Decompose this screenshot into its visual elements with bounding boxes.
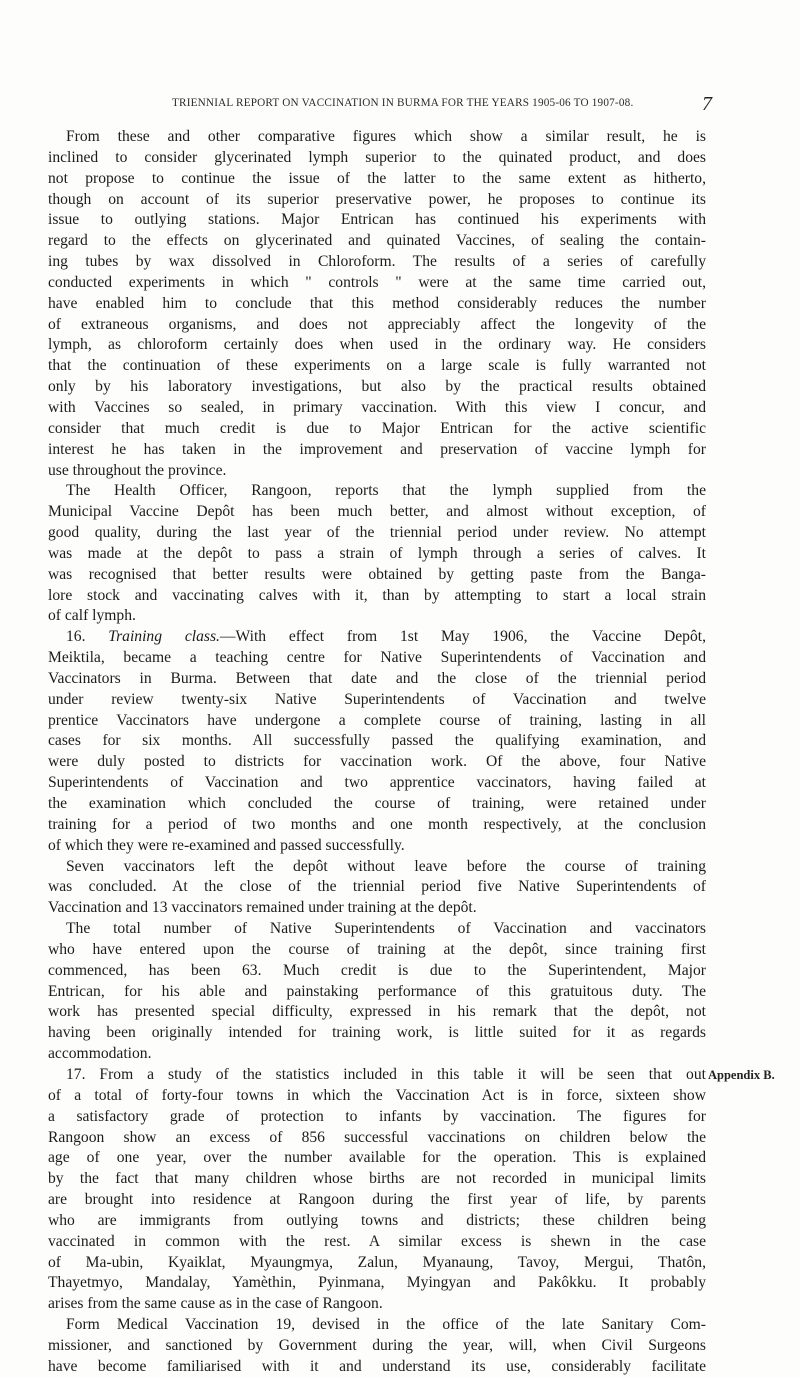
text-line: was concluded. At the close of the triennial period five Native Superintendents of: [48, 878, 706, 896]
text-line: regard to the effects on glycerinated and quinated Vaccines, of sealing the contain-: [48, 232, 706, 250]
report-title: TRIENNIAL REPORT ON VACCINATION IN BURMA FOR THE YEARS 1905-06 TO 1907-08.: [172, 97, 634, 109]
text-line: arises from the same cause as in the case of Rangoon.: [48, 1295, 383, 1313]
text-line: Vaccination and 13 vaccinators remained under training at the depôt.: [48, 899, 477, 917]
text-line: consider that much credit is due to Major Entrican for the active scientific: [48, 419, 706, 437]
appendix-margin-note: Appendix B.: [708, 1068, 775, 1083]
text-line: who are immigrants from outlying towns and districts; these children being: [48, 1211, 706, 1229]
text-line: lymph, as chloroform certainly does when used in the ordinary way. He considers: [48, 336, 706, 354]
text-line: prentice Vaccinators have undergone a complete course of training, lasting in all: [48, 711, 706, 729]
text-line: From these and other comparative figures which show a similar result, he is: [66, 128, 706, 145]
text-line: ing tubes by wax dissolved in Chloroform. The results of a series of carefully: [48, 253, 706, 271]
text-line: only by his laboratory investigations, but also by the practical results obtained: [48, 378, 706, 396]
text-line: good quality, during the last year of the triennial period under review. No attempt: [48, 524, 706, 542]
text-line: The total number of Native Superintendents of Vaccination and vaccinators: [66, 920, 706, 938]
text-line: was made at the depôt to pass a strain of lymph through a series of calves. It: [48, 544, 706, 562]
text-line: of Ma-ubin, Kyaiklat, Myaungmya, Zalun, Myanaung, Tavoy, Mergui, Thatôn,: [48, 1253, 706, 1271]
text-line: training for a period of two months and one month respectively, at the conclusion: [48, 815, 706, 833]
text-line: not propose to continue the issue of the latter to the same extent as hitherto,: [48, 169, 706, 187]
text-line: missioner, and sanctioned by Government during the year, will, when Civil Surgeons: [48, 1336, 706, 1354]
text-line: accommodation.: [48, 1045, 152, 1063]
text-line: were duly posted to districts for vaccination work. Of the above, four Native: [48, 753, 706, 771]
text-line: conducted experiments in which " controls " were at the same time carried out,: [48, 273, 706, 291]
text-line: lore stock and vaccinating calves with it, than by attempting to start a local strain: [48, 586, 706, 604]
text-line: under review twenty-six Native Superintendents of Vaccination and twelve: [48, 690, 706, 708]
running-header: [0, 93, 800, 119]
text-line: of calf lymph.: [48, 607, 136, 625]
text-line: have enabled him to conclude that this method considerably reduces the number: [48, 294, 706, 312]
section-heading: Training class.: [108, 628, 220, 646]
text-line: 17. From a study of the statistics included in this table it will be seen that out: [66, 1065, 706, 1083]
text-line: Municipal Vaccine Depôt has been much better, and almost without exception, of: [48, 503, 706, 521]
text-line: though on account of its superior preservative power, he proposes to continue its: [48, 190, 706, 208]
text-line: was recognised that better results were obtained by getting paste from the Banga-: [48, 565, 706, 583]
text-line: commenced, has been 63. Much credit is due to the Superintendent, Major: [48, 961, 706, 979]
text-line: Vaccinators in Burma. Between that date and the close of the triennial period: [48, 669, 706, 687]
section-text: —With effect from 1st May 1906, the Vaccine Depôt,: [219, 628, 706, 646]
text-line: cases for six months. All successfully passed the qualifying examination, and: [48, 732, 706, 750]
text-line: Entrican, for his able and painstaking performance of this gratuitous duty. The: [48, 982, 706, 1000]
text-line: have become familiarised with it and understand its use, considerably facilitate: [48, 1357, 706, 1375]
text-line: Meiktila, became a teaching centre for Native Superintendents of Vaccination and: [48, 649, 706, 667]
text-line: inclined to consider glycerinated lymph superior to the quinated product, and does: [48, 148, 706, 166]
text-line: Thayetmyo, Mandalay, Yamèthin, Pyinmana, Myingyan and Pakôkku. It probably: [48, 1274, 706, 1292]
text-line: [48, 627, 706, 648]
text-line: that the continuation of these experiments on a large scale is fully warranted not: [48, 357, 706, 375]
page-number: 7: [702, 93, 712, 115]
text-line: Superintendents of Vaccination and two apprentice vaccinators, having failed at: [48, 774, 706, 792]
text-line: The Health Officer, Rangoon, reports that the lymph supplied from the: [66, 482, 706, 500]
text-line: by the fact that many children whose births are not recorded in municipal limits: [48, 1170, 706, 1188]
text-line: having been originally intended for training work, is little suited for it as regards: [48, 1024, 706, 1042]
body-text: [48, 127, 706, 1378]
text-line: interest he has taken in the improvement and preservation of vaccine lymph for: [48, 440, 706, 458]
text-line: Seven vaccinators left the depôt without leave before the course of training: [66, 857, 706, 875]
text-line: with Vaccines so sealed, in primary vaccination. With this view I concur, and: [48, 398, 706, 416]
text-line: of which they were re-examined and passed successfully.: [48, 836, 405, 854]
text-line: age of one year, over the number available for the operation. This is explained: [48, 1149, 706, 1167]
text-line: use throughout the province.: [48, 461, 227, 479]
text-line: Rangoon show an excess of 856 successful vaccinations on children below the: [48, 1128, 706, 1146]
text-line: issue to outlying stations. Major Entrican has continued his experiments with: [48, 211, 706, 229]
text-line: of extraneous organisms, and does not appreciably affect the longevity of the: [48, 315, 706, 333]
text-line: the examination which concluded the course of training, were retained under: [48, 795, 706, 812]
text-line: of a total of forty-four towns in which the Vaccination Act is in force, sixteen show: [48, 1086, 706, 1104]
text-line: work has presented special difficulty, expressed in his remark that the depôt, not: [48, 1003, 706, 1021]
text-line: vaccinated in common with the rest. A similar excess is shewn in the case: [48, 1232, 706, 1250]
text-line: who have entered upon the course of training at the depôt, since training first: [48, 940, 706, 958]
text-line: are brought into residence at Rangoon during the first year of life, by parents: [48, 1191, 706, 1209]
section-number: 16.: [66, 628, 109, 646]
text-line: Form Medical Vaccination 19, devised in the office of the late Sanitary Com-: [66, 1316, 706, 1334]
text-line: a satisfactory grade of protection to infants by vaccination. The figures for: [48, 1107, 706, 1125]
